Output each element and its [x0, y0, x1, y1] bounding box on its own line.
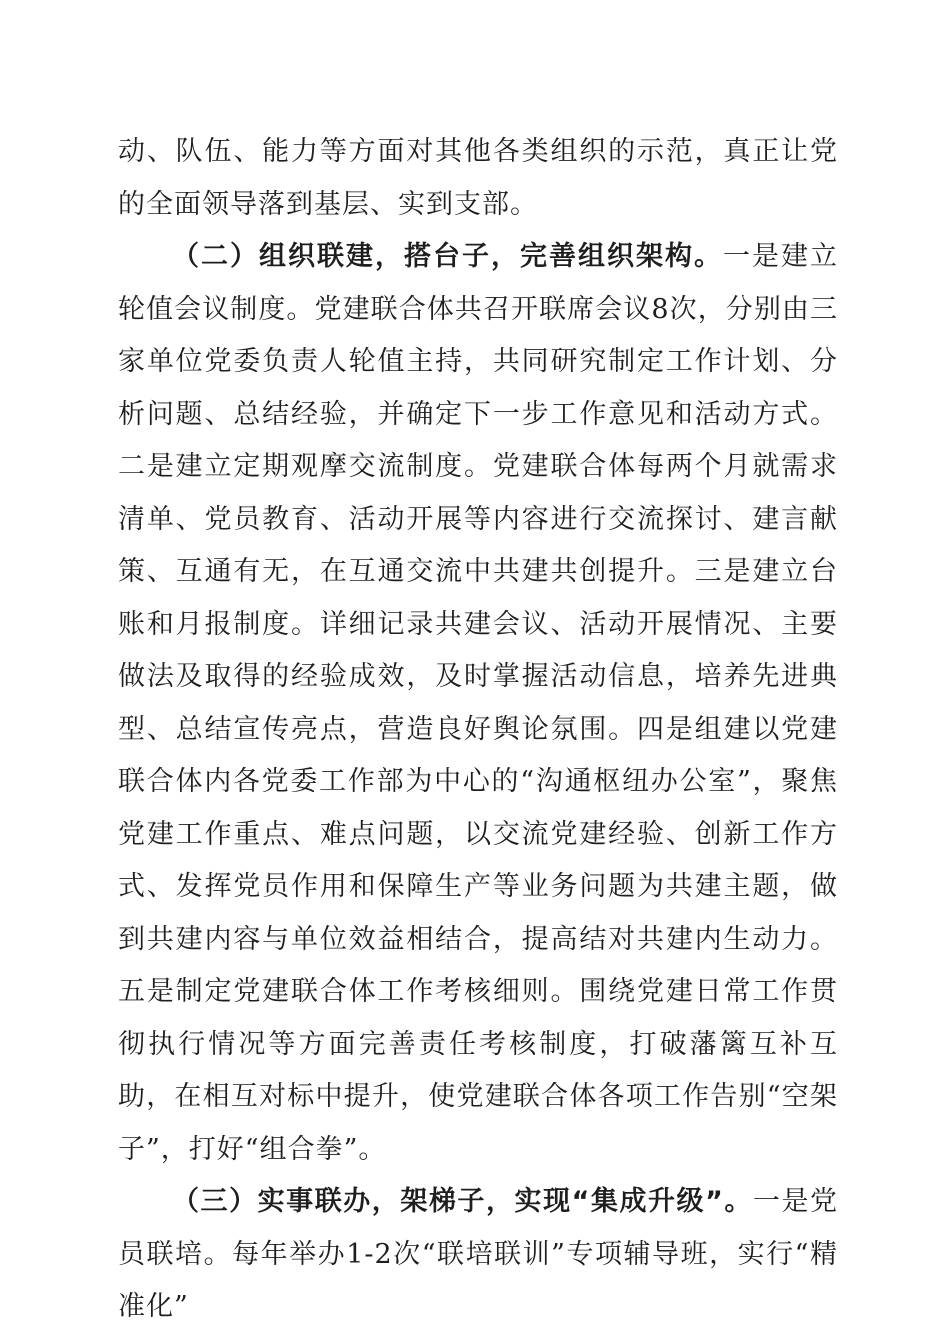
- section-heading: （二）组织联建，搭台子，完善组织架构。: [172, 241, 723, 272]
- paragraph-text: 一是建立轮值会议制度。党建联合体共召开联席会议8次，分别由三家单位党委负责人轮值主持，共同研究制定工作计划、分析问题、总结经验，并确定下一步工作意见和活动方式。二是建立定期观摩交流制度。党建联合体每两个月就需求清单、党员教育、活动开展等内容进行交流探讨、建言献策、互通有无，在互通交流中共建共创提升。三是建立台账和月报制度。详细记录共建会议、活动开展情况、主要做法及取得的经验成效，及时掌握活动信息，培养先进典型、总结宣传亮点，营造良好舆论氛围。四是组建以党建联合体内各党委工作部为中心的“沟通枢纽办公室”，聚焦党建工作重点、难点问题，以交流党建经验、创新工作方式、发挥党员作用和保障生产等业务问题为共建主题，做到共建内容与单位效益相结合，提高结对共建内生动力。五是制定党建联合体工作考核细则。围绕党建日常工作贯彻执行情况等方面完善责任考核制度，打破藩篱互补互助，在相互对标中提升，使党建联合体各项工作告别“空架子”，打好“组合拳”。: [118, 241, 838, 1165]
- paragraph-continuation: [118, 126, 838, 231]
- paragraph-section-2: [118, 231, 838, 1176]
- paragraph-text: 一是党员联培。每年举办1-2次“联培联训”专项辅导班，实行“精准化”: [118, 1186, 838, 1322]
- paragraph-text: 动、队伍、能力等方面对其他各类组织的示范，真正让党的全面领导落到基层、实到支部。: [118, 136, 838, 220]
- section-heading: （三）实事联办，架梯子，实现“集成升级”。: [172, 1186, 753, 1217]
- paragraph-section-3: [118, 1176, 838, 1334]
- document-body: [118, 126, 838, 1334]
